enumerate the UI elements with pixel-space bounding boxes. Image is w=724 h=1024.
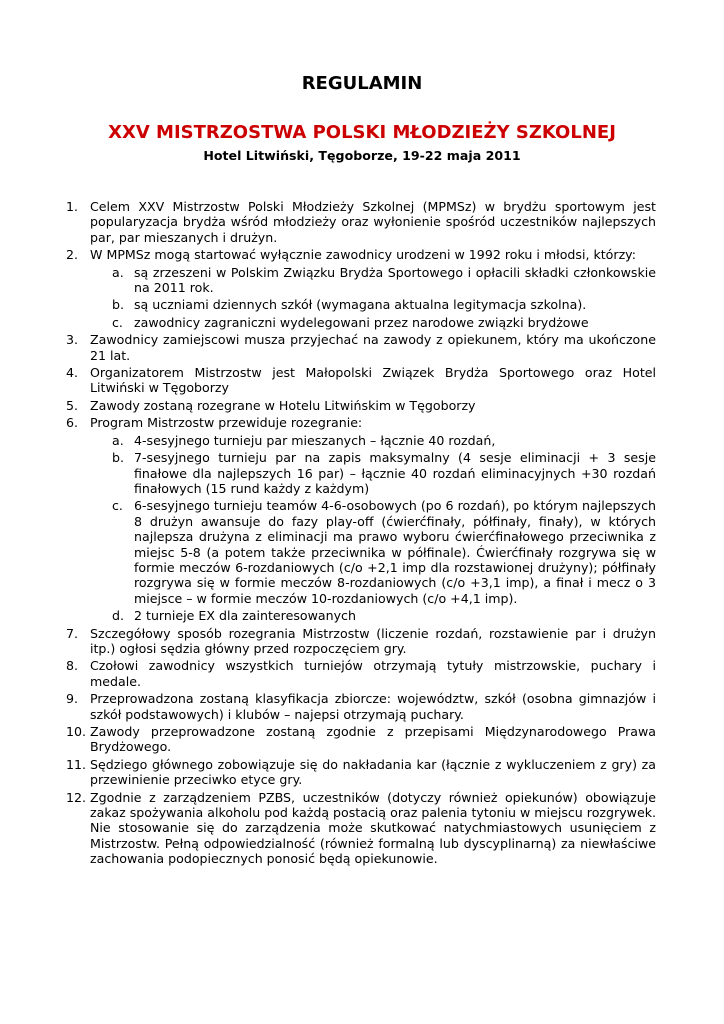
rule-item <box>66 247 656 330</box>
rule-number: 5. <box>66 397 79 413</box>
rule-text: Zgodnie z zarządzeniem PZBS, uczestników (dotyczy również opiekunów) obowiązuje zakaz spożywania alkoholu pod każdą postacią oraz palenia tytoniu w miejscu rozgrywek. Nie stosowanie się do zarządzenia może skutkować natychmiastowych usunięciem z Mistrzostw. Pełną odpowiedzialność (również formalną lub dyscyplinarną) za niewłaściwe zachowania podopiecznych ponosić będą opiekunowie. <box>90 789 656 867</box>
rule-subitem <box>112 297 656 313</box>
rule-subitem <box>112 314 656 330</box>
rule-item <box>66 691 656 722</box>
subitem-letter: c. <box>112 498 123 514</box>
rule-item <box>66 625 656 657</box>
subitem-letter: a. <box>112 264 124 280</box>
rule-item <box>66 658 656 689</box>
rule-number: 11. <box>66 756 87 772</box>
subitem-letter: a. <box>112 432 124 448</box>
document-subtitle: XXV MISTRZOSTWA POLSKI MŁODZIEŻY SZKOLNEJ <box>108 122 616 143</box>
rule-text: Zawody zostaną rozegrane w Hotelu Litwińskim w Tęgoborzy <box>90 397 476 413</box>
rule-text: Program Mistrzostw przewiduje rozegranie: <box>90 415 363 431</box>
rule-subitem <box>112 450 656 496</box>
rule-text: Sędziego głównego zobowiązuje się do nakładania kar (łącznie z wykluczeniem z gry) za przewinienie przeciwko etyce gry. <box>90 756 656 788</box>
rule-text: Organizatorem Mistrzostw jest Małopolski Związek Brydża Sportowego oraz Hotel Litwiński w Tęgoborzy <box>90 365 656 396</box>
subitem-letter: b. <box>112 297 124 313</box>
rule-number: 10. <box>66 724 87 739</box>
rule-item <box>66 365 656 396</box>
subitem-letter: b. <box>112 450 124 466</box>
subitem-text: 7-sesyjnego turnieju par na zapis maksymalny (4 sesje eliminacji + 3 sesje finałowe dla najlepszych 16 par) – łącznie 40 rozdań eliminacyjnych +30 rozdań finałowych (15 rund każdy z każdym) <box>134 450 656 496</box>
subitem-letter: c. <box>112 314 123 330</box>
rule-text: Zawodnicy zamiejscowi musza przyjechać na zawody z opiekunem, który ma ukończone 21 lat. <box>90 332 656 363</box>
subitem-text: 4-sesyjnego turnieju par mieszanych – łącznie 40 rozdań, <box>134 432 496 448</box>
rule-item <box>66 199 656 245</box>
rule-item <box>66 332 656 363</box>
rule-number: 4. <box>66 365 79 381</box>
subitem-text: 6-sesyjnego turnieju teamów 4-6-osobowych (po 6 rozdań), po którym najlepszych 8 drużyn awansuje do fazy play-off (ćwierćfinały, półfinały, finały), w których najlepsza drużyna z eliminacji ma prawo wyboru ćwierćfinałowego przeciwnika z miejsc 5-8 (a potem także przeciwnika w półfinale). Ćwierćfinały rozgrywa się w formie meczów 6-rozdaniowych (c/o +2,1 imp dla rozstawionej drużyny); półfinały rozgrywa się w formie meczów 8-rozdaniowych (c/o +3,1 imp), a finał i mecz o 3 miejsce – w formie meczów 10-rozdaniowych (c/o +4,1 imp). <box>134 498 656 606</box>
rule-subitem <box>112 608 656 624</box>
rule-text: Przeprowadzona zostaną klasyfikacja zbiorcze: województw, szkół (osobna gimnazjów i szkół podstawowych) i klubów – najepsi otrzymają puchary. <box>90 691 656 722</box>
rule-number: 6. <box>66 415 79 431</box>
rule-number: 1. <box>66 199 79 214</box>
subitem-letter: d. <box>112 608 124 624</box>
rule-number: 12. <box>66 789 87 805</box>
rule-item <box>66 724 656 755</box>
rule-number: 8. <box>66 658 79 674</box>
subitem-text: zawodnicy zagraniczni wydelegowani przez narodowe związki brydżowe <box>134 314 589 330</box>
subitem-text: są zrzeszeni w Polskim Związku Brydża Sportowego i opłacili składki członkowskie na 2011 rok. <box>134 264 656 296</box>
rule-number: 9. <box>66 691 79 707</box>
subitem-text: są uczniami dziennych szkół (wymagana aktualna legitymacja szkolna). <box>134 297 587 313</box>
rule-text: Czołowi zawodnicy wszystkich turniejów otrzymają tytuły mistrzowskie, puchary i medale. <box>90 658 656 689</box>
rule-subitem <box>112 498 656 606</box>
document-title: REGULAMIN <box>301 73 423 94</box>
rule-text: Celem XXV Mistrzostw Polski Młodzieży Szkolnej (MPMSz) w brydżu sportowym jest popularyzacja brydża wśród młodzieży oraz wyłonienie spośród uczestników najlepszych par, par mieszanych i drużyn. <box>90 199 656 245</box>
rule-text: W MPMSz mogą startować wyłącznie zawodnicy urodzeni w 1992 roku i młodsi, którzy: <box>90 247 636 263</box>
rule-subitem <box>112 432 656 448</box>
rule-subitem <box>112 264 656 296</box>
rules-list <box>0 199 724 869</box>
rule-item <box>66 756 656 788</box>
rule-number: 7. <box>66 625 79 641</box>
event-venue-date: Hotel Litwiński, Tęgoborze, 19-22 maja 2011 <box>203 148 521 163</box>
rule-item <box>66 397 656 413</box>
rule-text: Zawody przeprowadzone zostaną zgodnie z przepisami Międzynarodowego Prawa Brydżowego. <box>90 724 656 755</box>
rule-text: Szczegółowy sposób rozegrania Mistrzostw (liczenie rozdań, rozstawienie par i drużyn itp.) ogłosi sędzia główny przed rozpoczęciem gry. <box>90 625 656 656</box>
rule-number: 3. <box>66 332 79 348</box>
rule-item <box>66 789 656 867</box>
rule-number: 2. <box>66 247 79 263</box>
rule-item <box>66 415 656 624</box>
subitem-text: 2 turnieje EX dla zainteresowanych <box>134 608 356 624</box>
